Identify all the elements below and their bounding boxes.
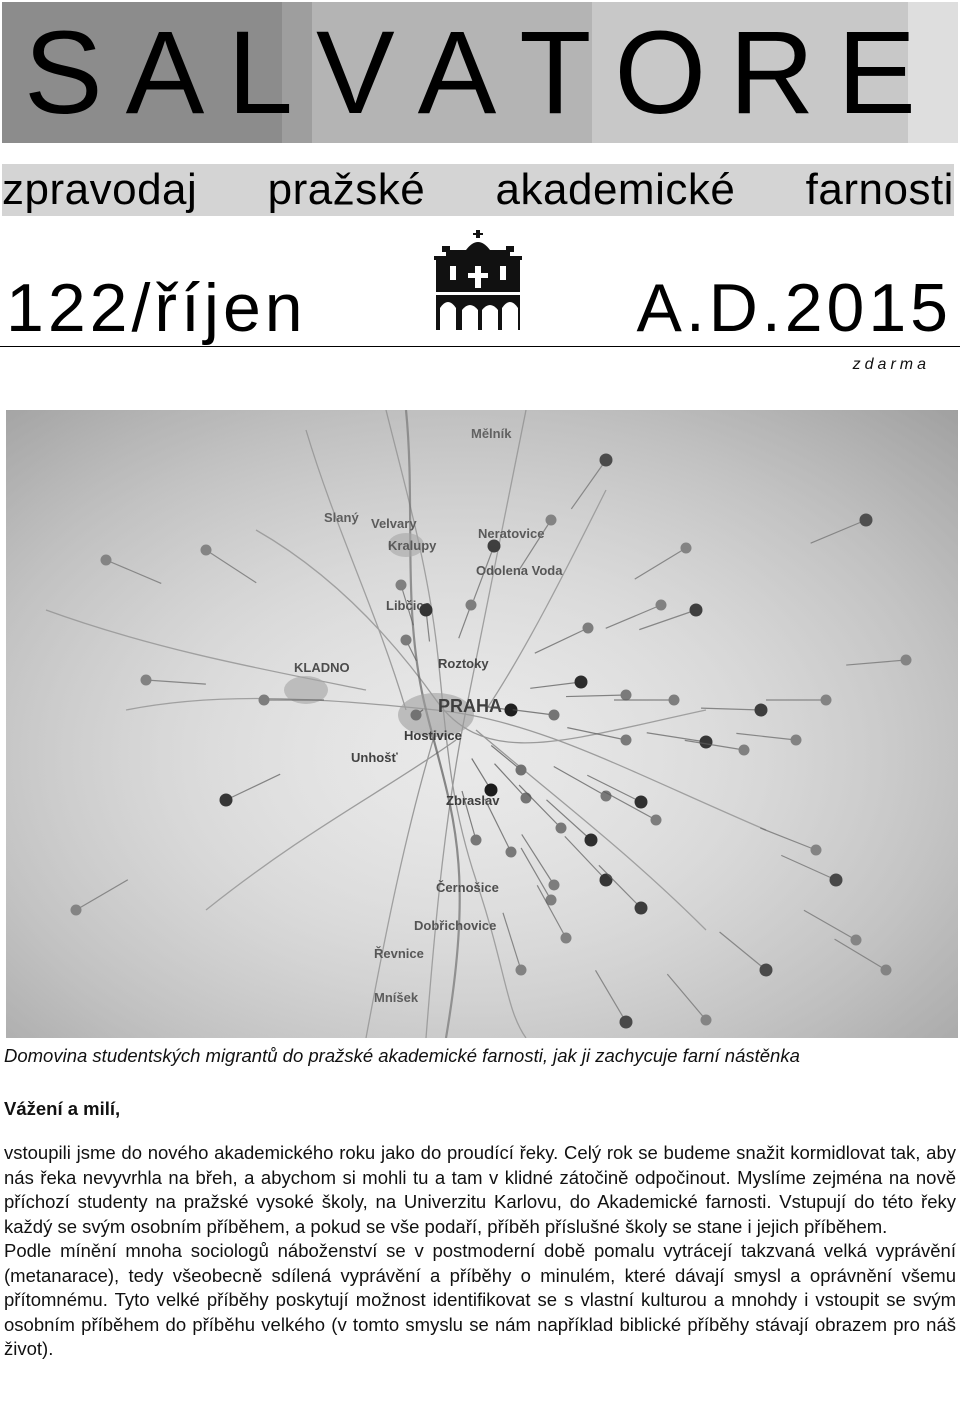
article-paragraph: vstoupili jsme do nového akademického roku jako do proudící řeky. Celý rok se budeme snažit kormidlovat tak, aby nás řeka nevyvrhla na břeh, a abychom si mohli tu a tam v klidné zátočině odpočinout. Myslíme zejména na nově příchozí studenty na pražské vysoké školy, na Univerzitu Karlovu, do Akademické farnosti. Vstupují do této řeky každý se svým osobním příběhem, a pokud se vše podaří, příběh příslušné školy se stane i jejich příběhem. [4, 1142, 956, 1237]
subtitle-word: pražské [267, 165, 426, 214]
masthead-letter: A [417, 6, 497, 139]
masthead-letter: S [24, 6, 103, 139]
map-pins-image [6, 410, 958, 1038]
map-photo [6, 410, 958, 1038]
masthead-letter: R [729, 6, 815, 139]
masthead-letter: O [614, 6, 707, 139]
masthead-letter: T [519, 6, 592, 139]
masthead-letter: L [227, 6, 293, 139]
subtitle-word: akademické [495, 165, 736, 214]
masthead-letter: V [315, 6, 395, 139]
masthead-letter: A [125, 6, 205, 139]
masthead-title [2, 2, 958, 143]
subtitle-word: farnosti [805, 165, 954, 214]
subtitle [2, 164, 954, 216]
article-body [4, 1141, 956, 1362]
salutation: Vážení a milí, [4, 1098, 121, 1119]
article-paragraph: Podle mínění mnoha sociologů náboženství se v postmoderní době pomalu vytrácejí takzvaná velká vyprávění (metanarace), tedy všeobecně sdílená vyprávění a příběhy o minulém, které dávají smysl a oprávnění všemu přítomnému. Tyto velké příběhy poskytují možnost identifikovat se s vlastní kulturou a mnohdy i vstoupit se svým osobním příběhem do příběhu velkého (v tomto smyslu se nám například biblické příběhy stávají obrazem pro náš život). [4, 1240, 956, 1359]
church-facade-icon [432, 230, 524, 330]
issue-divider [0, 346, 960, 347]
issue-year: A.D.2015 [636, 270, 952, 346]
issue-number: 122/říjen [6, 270, 307, 346]
photo-caption: Domovina studentských migrantů do pražské akademické farnosti, jak ji zachycuje farní nástěnka [4, 1045, 800, 1066]
masthead-letter: E [837, 6, 916, 139]
subtitle-word: zpravodaj [2, 165, 198, 214]
masthead [2, 2, 958, 143]
price-label: zdarma [852, 356, 930, 373]
